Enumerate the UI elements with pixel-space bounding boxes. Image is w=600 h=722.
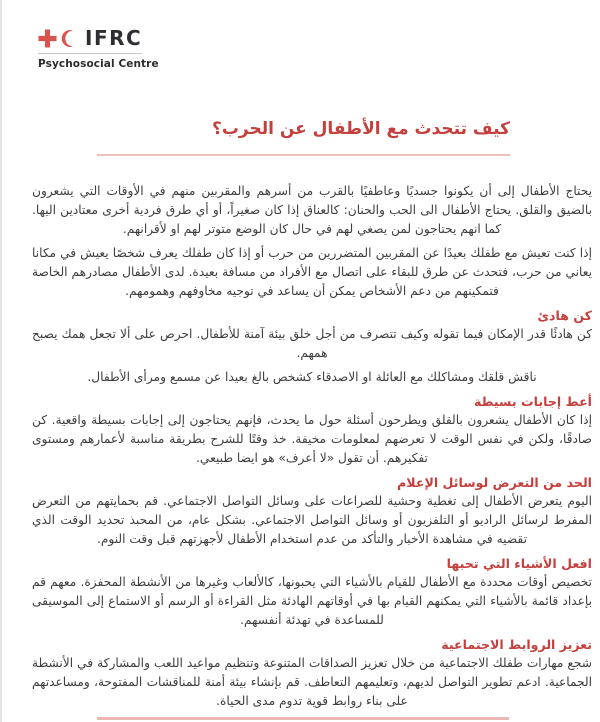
section-paragraph: شجع مهارات طفلك الاجتماعية من خلال تعزيز الصداقات المتنوعة وتنظيم مواعيد اللعب والمشاركة في الأنشطة الجماعية. ادعم تطوير التواصل لديهم، وتعليمهم التعاطف. قم بإنشاء بيئة أمنة للمناقشات المفتوحة، ومساعدتهم على بناء روابط قوية تدوم مدى الحياة. bbox=[32, 656, 592, 708]
section-heading: كن هادئ bbox=[537, 308, 592, 323]
section-do-loved-things bbox=[32, 554, 592, 630]
section-limit-media bbox=[32, 473, 592, 549]
section-be-calm bbox=[32, 306, 592, 387]
section-simple-answers bbox=[32, 392, 592, 468]
intro-paragraph: يحتاج الأطفال إلى أن يكونوا جسديًا وعاطفيًا بالقرب من أسرهم والمقربين منهم في الأوقات التي يشعرون بالضيق والقلق. يحتاج الأطفال الى الحب والحنان: كالعناق إذا كان صغيراً، أو أي طرق فردية أخرى معتادين اليها. كما انهم يحتاجون لمن يصغي لهم في حال كان الوضع متوتر لهم او لأقرانهم. bbox=[32, 184, 592, 236]
section-paragraph: إذا كان الأطفال يشعرون بالقلق ويطرحون أسئلة حول ما يحدث، فإنهم يحتاجون إلى إجابات بسيطة واقعية. كن صادقًا، ولكن في نفس الوقت لا تعرضهم لمعلومات مخيفة. خذ وقتًا للشرح بطريقة مناسبة لأعمارهم ومستوى تفكيرهم. أن تقول «لا أعرف» هو ايضا طبيعي. bbox=[32, 413, 592, 465]
title-block bbox=[97, 118, 510, 156]
section-heading: أعط إجابات بسيطة bbox=[474, 394, 592, 409]
section-heading: تعزيز الروابط الاجتماعية bbox=[441, 637, 592, 652]
ifrc-logo bbox=[38, 28, 159, 70]
section-heading: الحد من التعرض لوسائل الإعلام bbox=[397, 475, 592, 490]
logo-row bbox=[38, 28, 159, 48]
footer-divider bbox=[97, 717, 509, 720]
section-paragraph: تخصيص أوقات محددة مع الأطفال للقيام بالأشياء التي يحبونها، كالألعاب وغيرها من الأنشطة المحفزة. معهم قم بإعداد قائمة بالأشياء التي يمكنهم القيام بها في أوقاتهم الهادئة مثل القراءة أو الرسم أو الاستماع إلى الموسيقى للمساعدة في تهدئة أنفسهم. bbox=[32, 575, 592, 627]
section-paragraph: ناقش قلقك ومشاكلك مع العائلة او الاصدقاء كشخص بالغ بعيدا عن مسمع ومرأى الأطفال. bbox=[87, 370, 537, 384]
page-title: كيف تتحدث مع الأطفال عن الحرب؟ bbox=[211, 119, 510, 139]
logo-subtitle: Psychosocial Centre bbox=[38, 58, 159, 70]
logo-divider bbox=[38, 53, 142, 54]
logo-brand-text: IFRC bbox=[85, 26, 143, 50]
document-body bbox=[32, 182, 592, 716]
section-heading: افعل الأشياء التي تحبها bbox=[446, 556, 592, 571]
section-paragraph: كن هادئًا قدر الإمكان فيما تقوله وكيف تتصرف من أجل خلق بيئة آمنة للأطفال. احرص على ألا تجعل همك يصبح همهم. bbox=[32, 327, 592, 360]
red-cross-icon bbox=[38, 29, 57, 48]
section-social-bonds bbox=[32, 635, 592, 711]
intro-paragraph: إذا كنت تعيش مع طفلك بعيدًا عن المقربين المتضررين من حرب أو إذا كان طفلك يعرف شخصًا يعيش في مكانا يعاني من حرب، فتحدث عن طرق للبقاء على اتصال مع الأفراد من مسافة بعيدة. لدى الأطفال مصادرهم الخاصة فتمكينهم من دعم الأشخاص يمكن أن يساعد في توجيه مخاوفهم وهمومهم. bbox=[32, 246, 592, 298]
section-paragraph: اليوم يتعرض الأطفال إلى تغطية وحشية للصراعات على وسائل التواصل الاجتماعي. قم بحمايتهم من التعرض المفرط لرسائل الراديو أو التلفزيون أو وسائل التواصل الاجتماعي. بشكل عام، من المحبذ تحديد الوقت الذي تقضيه في مشاهدة الأخبار والتأكد من عدم استخدام الأطفال لأجهزتهم قبل وقت النوم. bbox=[32, 494, 592, 546]
red-crescent-icon bbox=[60, 29, 79, 48]
